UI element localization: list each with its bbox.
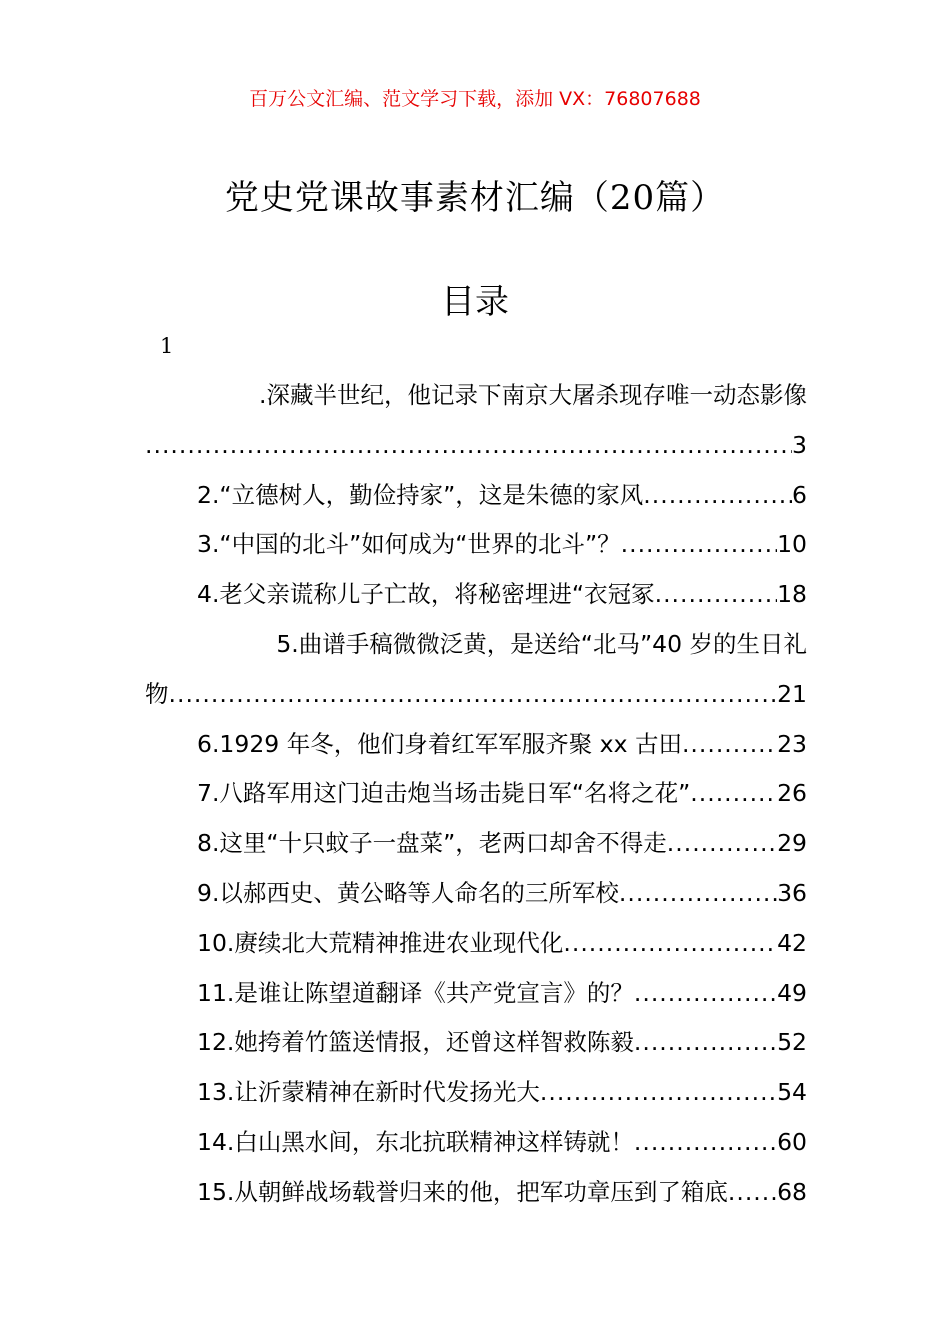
toc-entry-title: 2.“立德树人，勤俭持家”，这是朱德的家风 [197, 480, 644, 509]
dot-leader [667, 819, 777, 869]
download-banner: 百万公文汇编、范文学习下载，添加 VX：76807688 [249, 88, 701, 110]
toc-entry-title: 15.从朝鲜战场载誉归来的他，把军功章压到了箱底 [197, 1177, 728, 1206]
toc-entry-page: 68 [777, 1177, 807, 1206]
dot-leader [619, 869, 777, 919]
toc-entry-page: 49 [777, 978, 807, 1007]
dot-leader [690, 769, 777, 819]
dot-leader [643, 471, 792, 521]
stray-page-number: 1 [160, 334, 174, 358]
toc-entry-4[interactable] [145, 570, 807, 620]
toc-entry-2[interactable] [145, 471, 807, 521]
toc-entry-6[interactable] [145, 720, 807, 770]
document-title: 党史党课故事素材汇编（20篇） [224, 178, 726, 218]
toc-entry-title: .深藏半世纪，他记录下南京大屠杀现存唯一动态影像 [259, 381, 807, 409]
toc-entry-page: 23 [777, 729, 807, 758]
toc-entry-13[interactable] [145, 1068, 807, 1118]
toc-entry-11[interactable] [145, 969, 807, 1019]
toc-entry-page: 21 [777, 679, 807, 708]
toc-entry-5[interactable] [145, 620, 807, 720]
toc-entry-page: 60 [777, 1127, 807, 1156]
toc-entry-title: 3.“中国的北斗”如何成为“世界的北斗”？ [197, 530, 621, 559]
toc-entry-title: 6.1929 年冬，他们身着红军军服齐聚 xx 古田 [197, 729, 682, 758]
toc-entry-page: 29 [777, 829, 807, 858]
dot-leader [563, 919, 777, 969]
toc-entry-page: 42 [777, 928, 807, 957]
dot-leader [634, 1018, 777, 1068]
toc-entry-title: 10.赓续北大荒精神推进农业现代化 [197, 928, 564, 957]
toc-entry-9[interactable] [145, 869, 807, 919]
toc-entry-title: 14.白山黑水间，东北抗联精神这样铸就！ [197, 1127, 634, 1156]
dot-leader [682, 720, 777, 770]
toc-entry-title: 7.八路军用这门迫击炮当场击毙日军“名将之花” [197, 779, 691, 808]
dot-leader [621, 520, 777, 570]
toc-entry-8[interactable] [145, 819, 807, 869]
toc-entry-page: 26 [777, 779, 807, 808]
dot-leader [728, 1168, 777, 1218]
toc-entry-10[interactable] [145, 919, 807, 969]
dot-leader [169, 670, 778, 720]
toc-entry-page: 3 [792, 430, 807, 459]
toc-entry-title-continued: 物 [145, 679, 169, 708]
toc-entry-title: 9.以郝西史、黄公略等人命名的三所军校 [197, 878, 619, 907]
toc-entry-title: 4.老父亲谎称儿子亡故，将秘密埋进“衣冠冢 [197, 580, 655, 609]
toc-entry-1[interactable] [145, 371, 807, 471]
toc-entry-page: 52 [777, 1028, 807, 1057]
toc-entry-12[interactable] [145, 1018, 807, 1068]
toc-entry-page: 36 [777, 878, 807, 907]
toc-entry-title: 5.曲谱手稿微微泛黄，是送给“北马”40 岁的生日礼 [276, 629, 807, 658]
dot-leader [540, 1068, 777, 1118]
dot-leader [634, 969, 777, 1019]
toc-heading: 目录 [441, 282, 509, 322]
toc-entry-14[interactable] [145, 1118, 807, 1168]
toc-entry-title: 12.她挎着竹篮送情报，还曾这样智救陈毅 [197, 1028, 634, 1057]
toc-entry-page: 18 [777, 580, 807, 609]
toc-entry-15[interactable] [145, 1168, 807, 1218]
toc-entry-title: 11.是谁让陈望道翻译《共产党宣言》的？ [197, 978, 634, 1007]
toc-entry-title: 8.这里“十只蚊子一盘菜”，老两口却舍不得走 [197, 829, 667, 858]
toc-entry-7[interactable] [145, 769, 807, 819]
toc-entry-page: 6 [792, 480, 807, 509]
toc-entry-page: 10 [777, 530, 807, 559]
toc-entry-page: 54 [777, 1078, 807, 1107]
dot-leader [145, 421, 792, 471]
toc-entry-title: 13.让沂蒙精神在新时代发扬光大 [197, 1078, 540, 1107]
dot-leader [634, 1118, 777, 1168]
toc-entry-3[interactable] [145, 520, 807, 570]
table-of-contents [145, 371, 807, 1218]
dot-leader [655, 570, 777, 620]
